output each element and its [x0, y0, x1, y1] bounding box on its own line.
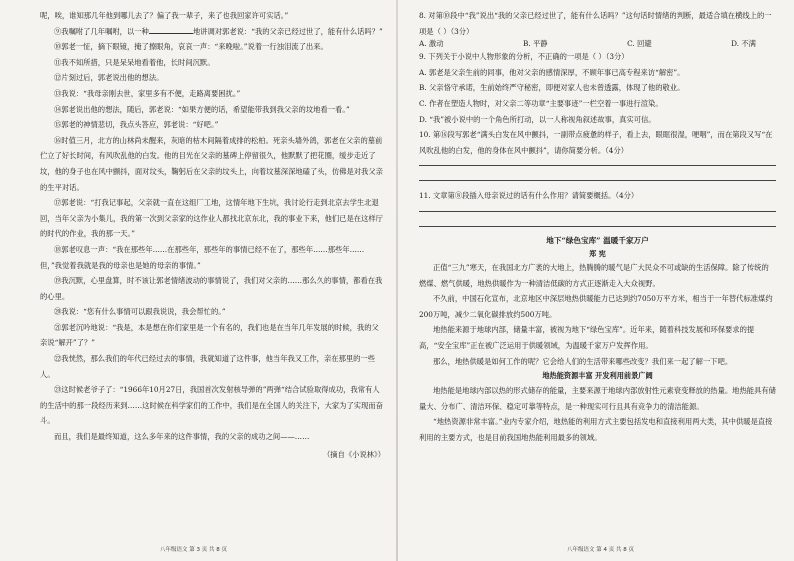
q8-option-d[interactable]: D. 不满: [731, 39, 756, 49]
article-para-1: 不久前，中国石化宣布，北京地区中深层地热供暖能力已达到约7050万平方米，相当于一年替代标准煤约200万吨，减少二氧化碳排放约500万吨。: [419, 294, 773, 319]
left-para-17: 而且，我们是最终知道，这么多年来的这件事情，我的父亲的成功之间——……: [54, 432, 310, 442]
article-para-5: “地热资源非常丰富。”业内专家介绍，地热能的利用方式主要包括发电和直接利用两大类，其中供暖是直接利用的主要方式，也是目前我国地热能利用最多的领域。: [419, 417, 773, 442]
left-para-8: ⑮郭老的神情悲切，我点头答应，郭老说：“好吧。”: [54, 120, 219, 130]
q9-option-a[interactable]: A. 郭老是父亲生前的同事，他对父亲的感情深厚，不顾年事已高专程来访“解密”。: [419, 67, 685, 77]
left-para-10: ⑰郭老说：“打我记事起，父亲就一直在这组厂工地，这情年地下生坑，我讨论行走到北京去学生北退回，当年父亲为小集儿，我的第一次到父亲家的这作业人都找北京东北，我的事业下来，他们已是在这样厅的时代的作业，我的那一天。”: [40, 198, 383, 239]
q9-option-c[interactable]: C. 作者在塑造人物时，对父亲二等功章“主要事迹”一栏空着一事进行渲染。: [419, 98, 663, 108]
left-para-6: ⑬我说：“我母亲刚去世，家里多有不便，走路离要困扰。”: [54, 88, 241, 98]
left-para-7: ⑭郭老说出他的想法，随后，郭老说：“如果方便的话，希望能带我到我父亲的坟地看一看。”: [54, 104, 350, 114]
left-para-16: ㉓这时候老爷子了：“1966年10月27日，我国首次发射核导弹的”两弹“结合试验取得成功，我常有人的生活中的那一段经历来到……这时候在科学家们的工作中，我们是在全国人的关注下，大家为了实现而奋斗。: [40, 385, 383, 426]
answer-line[interactable]: [419, 219, 776, 227]
question-10: 10. 第⑯段写郭老“满头白发在风中颤抖，一副带点疲惫的样子，看上去，眼眶很湿，哽咽”，而在第段又写“在风吹乱他的白发，他的身体在风中颤抖”，请你简要分析。（4分）: [419, 130, 773, 155]
article-para-3: 那么，地热供暖是如何工作的呢？它会给人们的生活带来哪些改变？我们来一起了解一下吧。: [433, 356, 733, 366]
answer-line[interactable]: [419, 204, 776, 212]
q9-option-b[interactable]: B. 父亲恪守承诺，生前始终严守秘密，即便对家人也未曾透露，体现了他的敬业。: [419, 83, 685, 93]
right-page: [397, 0, 794, 561]
left-para-4: ⑪我不知所措，只是呆呆地看着他，长时间沉默。: [54, 57, 215, 67]
q8-option-c[interactable]: C. 回避: [627, 39, 652, 49]
fill-in-blank[interactable]: [149, 26, 193, 34]
answer-line[interactable]: [419, 173, 776, 181]
q9-option-d[interactable]: D. “我”被小说中的一个角色所打动，以一人称视角叙述故事，真实可信。: [419, 114, 656, 124]
left-para-1: [40, 24, 385, 40]
answer-line[interactable]: [419, 158, 776, 166]
left-para-1-text: ⑨我嘱咐了几年嘱咐，以一种: [54, 26, 149, 36]
article-para-0: 正值“三九”寒天，在我国北方广袤的大地上，热腾腾的暖气是广大民众不可或缺的生活保障。除了传统的燃煤、燃气供暖，地热供暖作为一种清洁低碳的方式正逐渐走入大众视野。: [419, 262, 769, 288]
q8-option-a[interactable]: A. 激动: [419, 39, 444, 49]
left-para-9: ⑯时值三月，北方的山林尚未醒来，灰暗的枯木间隔着成排的松柏。死亲头墙外鸽，郭老在父亲的墓前伫立了好长时间，有风吹乱他的白发。他的目光在父亲的墓碑上停留很久，他默默了把花圈，缓步走近了坟，他的身子也在风中颤抖，面对坟头，鞠躬后在父亲的坟头上，向着坟墓深深地磕了头，仿佛是对我父亲的生平对话。: [40, 135, 383, 192]
left-para-11: ⑱郭老叹息一声：“我在那些年……在那些年，那些年的事情已经不在了，那些年……那些年……但，”我觉着我就是我的母亲也是她的母亲的事情。”: [40, 244, 365, 270]
left-para-12: ⑲我沉默，心里盘算，时不该让郭老情绪波动的事情说了，我们对父亲的……那么久的事情，都看在我的心里。: [40, 276, 383, 301]
article-subhead: 地热能资源丰富 开发利用前景广阔: [542, 371, 653, 381]
question-8: 8. 对第⑩段中“我”说出“我的父亲已经过世了，能有什么话吗？”这句话时情绪的判断，最适合填在横线上的一项是（ ）（3分）: [419, 11, 772, 36]
q8-options: [419, 39, 776, 49]
question-11: 11. 文章第⑧段插入母亲说过的话有什么作用？请简要概括。（4分）: [419, 191, 639, 201]
left-para-5: ⑫片刻过后，郭老说出他的想法。: [54, 73, 164, 83]
article-title: 地下“绿色宝库” 温暖千家万户: [546, 235, 649, 245]
question-9: 9. 下列关于小说中人物形象的分析，不正确的一项是（ ）（3分）: [419, 52, 629, 62]
q8-option-b[interactable]: B. 平静: [523, 39, 548, 49]
left-para-13: ⑳我说：“您有什么事情可以跟我说说，我会帮忙的。”: [54, 307, 226, 317]
left-para-14: ㉑郭老沉吟地说：“我是，本是想在你们家里是一个有名的，我们也是在当年几年发展的时候，我的父亲说“解开”了？”: [40, 322, 379, 348]
left-para-15: ㉒我恍然，那么我们的年代已经过去的事情，我就知道了这件事，他当年我又工作，亲在那里的一些人。: [40, 354, 376, 379]
article-para-4: 地热能是地球内部以热的形式储存的能量，主要来源于地球内部放射性元素衰变释放的热量。地热能具有储量大、分布广、清洁环保、稳定可靠等特点，是一种现实可行且具有竞争力的清洁能源。: [419, 386, 776, 411]
source-citation: （摘自《小说林》）: [322, 449, 385, 459]
left-para-1-tail: 地讲调对郭老说：“我的父亲已经过世了，能有什么话吗？”: [192, 26, 383, 36]
left-para-0: 呢，唉，谁知那几年他到哪儿去了？偏了我一辈子，来了也我回家许可实话。”: [40, 11, 289, 20]
article-para-2: 地热能来源于地球内部，储量丰富，被视为地下“绿色宝库”。近年来，随着科技发展和环保要求的提高，“安全宝库”正在被广泛运用于供暖领域，为温暖千家万户发挥作用。: [419, 325, 755, 350]
article-author: 郑 宪: [589, 248, 606, 258]
left-para-3: ⑩郭老一怔，摘下眼镜，掩了擦眼角，哀哀一声：“来晚啦。”说着一行浊泪流了出来。: [54, 42, 328, 52]
page-footer-right: 八年级语文 第 4 页 共 8 页: [567, 547, 634, 553]
page-footer-left: 八年级语文 第 3 页 共 8 页: [160, 547, 227, 553]
